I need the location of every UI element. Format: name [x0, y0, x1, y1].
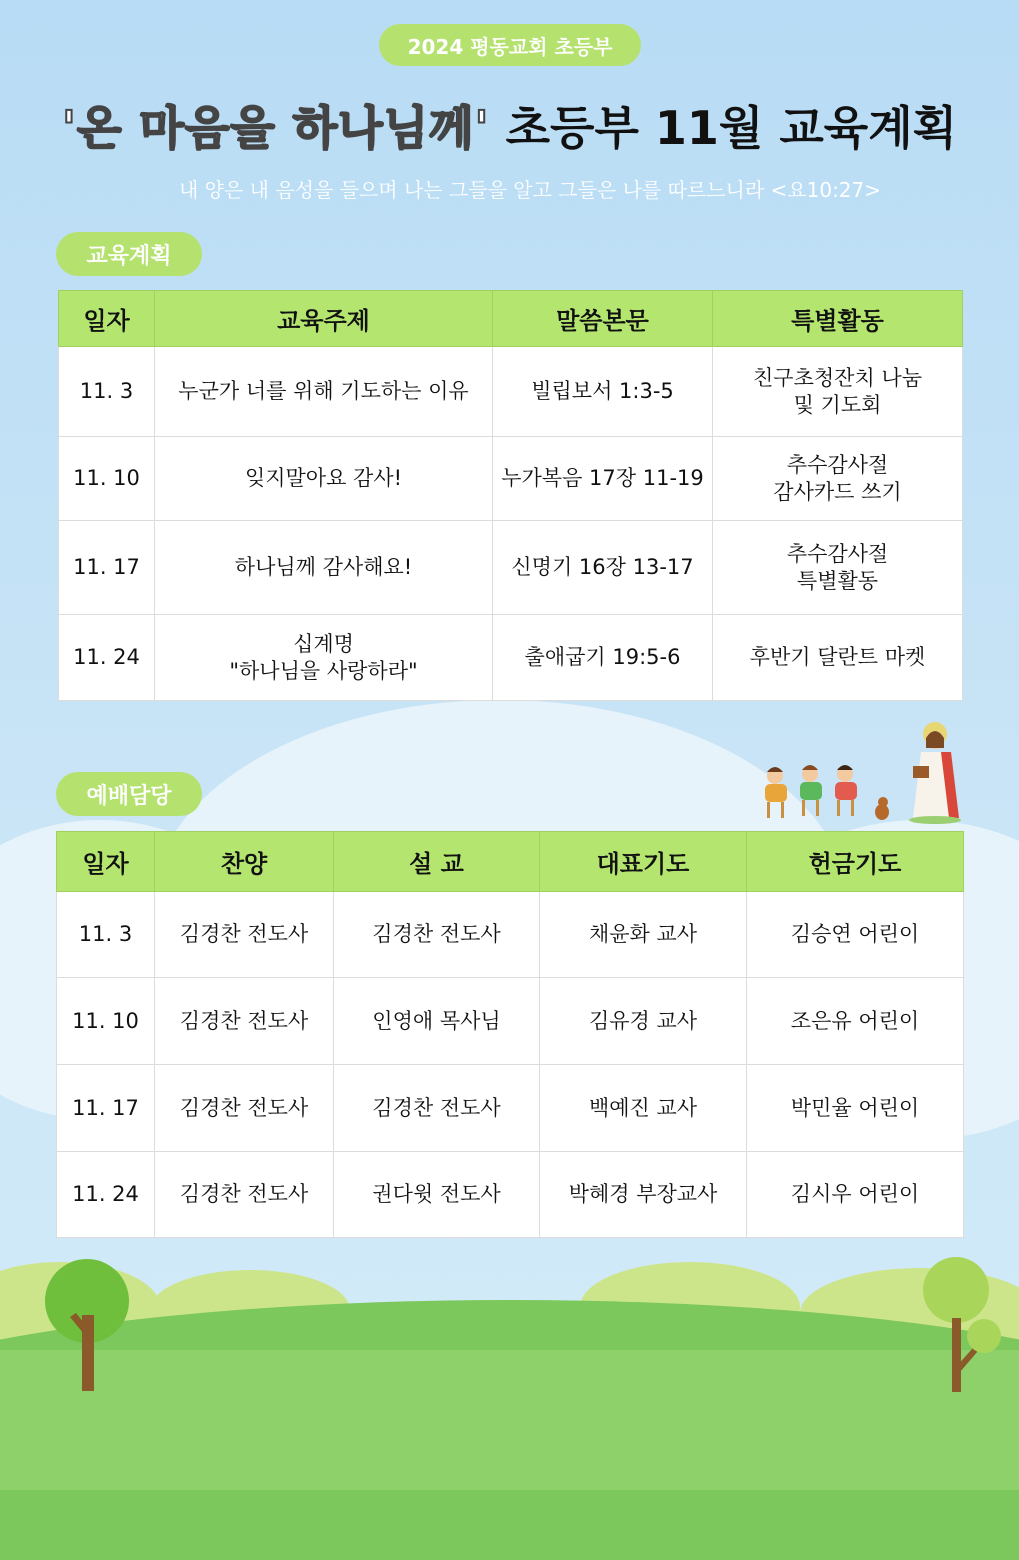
cell-topic: 하나님께 감사해요! — [155, 521, 493, 615]
header-praise: 찬양 — [155, 832, 334, 892]
bible-verse: 내 양은 내 음성을 들으며 나는 그들을 알고 그들은 나를 따르느니라 <요10:27> — [178, 178, 882, 202]
cell-activity: 추수감사절 특별활동 — [713, 521, 963, 615]
cell-date: 11. 10 — [57, 978, 155, 1065]
cell-activity: 후반기 달란트 마켓 — [713, 615, 963, 701]
cell-topic: 누군가 너를 위해 기도하는 이유 — [155, 347, 493, 437]
header-offering-prayer: 헌금기도 — [747, 832, 964, 892]
cell-date: 11. 10 — [59, 437, 155, 521]
header-activity: 특별활동 — [713, 291, 963, 347]
cell-topic: 십계명 "하나님을 사랑하라" — [155, 615, 493, 701]
cell-date: 11. 17 — [59, 521, 155, 615]
table-row — [59, 347, 963, 437]
cell-scripture: 누가복음 17장 11-19 — [493, 437, 713, 521]
cell-date: 11. 3 — [57, 892, 155, 978]
cell-prayer: 백예진 교사 — [540, 1065, 747, 1152]
tree-right-icon — [918, 1252, 1008, 1397]
table-row — [57, 1065, 964, 1152]
header-prayer: 대표기도 — [540, 832, 747, 892]
cell-sermon: 김경찬 전도사 — [334, 1065, 540, 1152]
education-table — [58, 290, 963, 701]
cell-praise: 김경찬 전도사 — [155, 1152, 334, 1238]
jesus-figure — [909, 722, 961, 824]
cell-activity: 친구초청잔치 나눔 및 기도회 — [713, 347, 963, 437]
ground — [0, 1350, 1019, 1490]
page-title-main: 초등부 11월 교육계획 — [505, 101, 958, 155]
cell-prayer: 김유경 교사 — [540, 978, 747, 1065]
cell-offering: 박민율 어린이 — [747, 1065, 964, 1152]
cell-praise: 김경찬 전도사 — [155, 1065, 334, 1152]
table-row — [59, 615, 963, 701]
header-date: 일자 — [59, 291, 155, 347]
header-sermon: 설 교 — [334, 832, 540, 892]
child-figure — [765, 767, 787, 818]
tree-left-icon — [40, 1255, 135, 1395]
table-row — [57, 892, 964, 978]
section-badge-education: 교육계획 — [56, 232, 202, 276]
cell-offering: 김시우 어린이 — [747, 1152, 964, 1238]
cell-scripture: 신명기 16장 13-17 — [493, 521, 713, 615]
cell-activity: 추수감사절 감사카드 쓰기 — [713, 437, 963, 521]
cell-date: 11. 24 — [59, 615, 155, 701]
child-figure — [800, 765, 822, 816]
cell-praise: 김경찬 전도사 — [155, 892, 334, 978]
table-row — [57, 1152, 964, 1238]
cell-scripture: 빌립보서 1:3-5 — [493, 347, 713, 437]
dog-icon — [875, 797, 889, 820]
cell-sermon: 김경찬 전도사 — [334, 892, 540, 978]
header-topic: 교육주제 — [155, 291, 493, 347]
cell-offering: 김승연 어린이 — [747, 892, 964, 978]
header-scripture: 말씀본문 — [493, 291, 713, 347]
table-row — [57, 978, 964, 1065]
cell-date: 11. 3 — [59, 347, 155, 437]
header-badge: 2024 평동교회 초등부 — [379, 24, 641, 66]
table-row — [59, 437, 963, 521]
cell-date: 11. 24 — [57, 1152, 155, 1238]
page-title-theme: '온 마음을 하나님께' — [61, 101, 490, 155]
worship-table — [56, 831, 964, 1238]
cell-topic: 잊지말아요 감사! — [155, 437, 493, 521]
table-row — [59, 521, 963, 615]
cell-sermon: 권다윗 전도사 — [334, 1152, 540, 1238]
jesus-children-illustration — [755, 722, 965, 826]
section-badge-worship: 예배담당 — [56, 772, 202, 816]
cell-prayer: 채윤화 교사 — [540, 892, 747, 978]
cell-prayer: 박혜경 부장교사 — [540, 1152, 747, 1238]
cell-sermon: 인영애 목사님 — [334, 978, 540, 1065]
cell-scripture: 출애굽기 19:5-6 — [493, 615, 713, 701]
header-date: 일자 — [57, 832, 155, 892]
cell-offering: 조은유 어린이 — [747, 978, 964, 1065]
child-figure — [835, 765, 857, 816]
cell-date: 11. 17 — [57, 1065, 155, 1152]
page-title — [0, 92, 1019, 158]
cell-praise: 김경찬 전도사 — [155, 978, 334, 1065]
